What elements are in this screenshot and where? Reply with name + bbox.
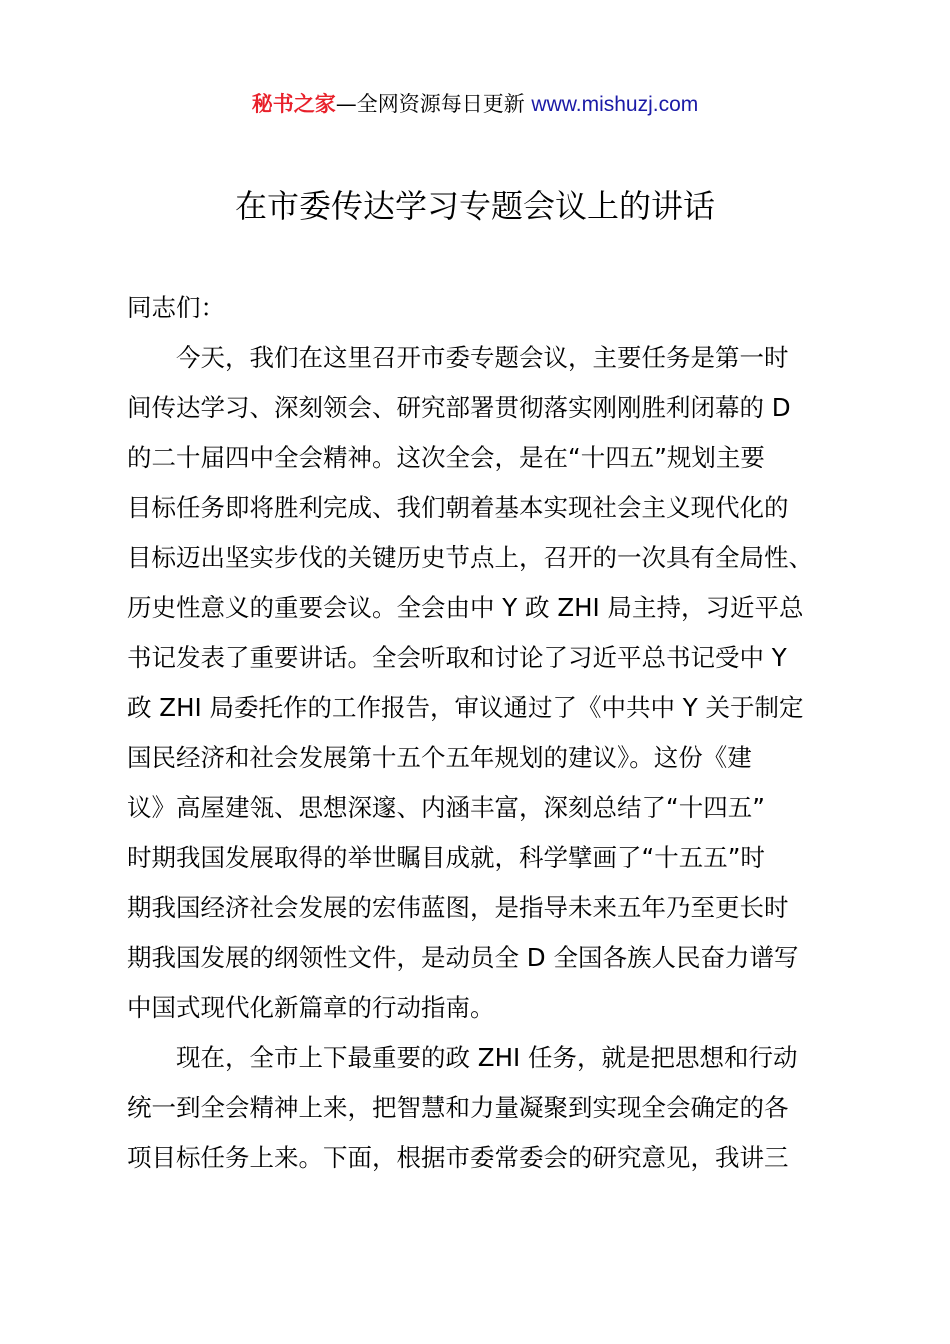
site-header — [0, 88, 950, 121]
paragraph-line: 时期我国发展取得的举世瞩目成就，科学擘画了“十五五”时 — [127, 843, 765, 872]
paragraph-line: 政 ZHI 局委托作的工作报告，审议通过了《中共中 Y 关于制定 — [127, 693, 804, 722]
paragraph-line: 书记发表了重要讲话。全会听取和讨论了习近平总书记受中 Y — [127, 643, 787, 672]
paragraph-line: 目标迈出坚实步伐的关键历史节点上，召开的一次具有全局性、 — [127, 543, 813, 572]
paragraph-line: 议》高屋建瓴、思想深邃、内涵丰富，深刻总结了“十四五” — [127, 793, 765, 822]
brand-name: 秘书之家 — [251, 92, 336, 116]
paragraph-line: 国民经济和社会发展第十五个五年规划的建议》。这份《建 — [127, 743, 752, 772]
paragraph-line: 今天，我们在这里召开市委专题会议，主要任务是第一时 — [176, 343, 789, 372]
paragraph-line: 期我国发展的纲领性文件，是动员全 D 全国各族人民奋力谱写 — [127, 943, 799, 972]
paragraph-line: 间传达学习、深刻领会、研究部署贯彻落实刚刚胜利闭幕的 D — [127, 393, 791, 422]
paragraph-line: 统一到全会精神上来，把智慧和力量凝聚到实现全会确定的各 — [127, 1093, 789, 1122]
paragraph-line: 期我国经济社会发展的宏伟蓝图，是指导未来五年乃至更长时 — [127, 893, 789, 922]
document-title: 在市委传达学习专题会议上的讲话 — [234, 187, 715, 225]
paragraph-line: 历史性意义的重要会议。全会由中 Y 政 ZHI 局主持，习近平总 — [127, 593, 804, 622]
paragraph-line: 的二十届四中全会精神。这次全会，是在“十四五”规划主要 — [127, 443, 765, 472]
salutation: 同志们： — [127, 293, 225, 322]
document-body — [127, 283, 832, 1183]
site-url-link[interactable]: www.mishuzj.com — [531, 93, 699, 116]
header-tagline: —全网资源每日更新 — [335, 92, 525, 116]
paragraph-line: 项目标任务上来。下面，根据市委常委会的研究意见，我讲三 — [127, 1143, 789, 1172]
paragraph-line: 目标任务即将胜利完成、我们朝着基本实现社会主义现代化的 — [127, 493, 789, 522]
paragraph-line: 中国式现代化新篇章的行动指南。 — [127, 993, 495, 1022]
paragraph-line: 现在，全市上下最重要的政 ZHI 任务，就是把思想和行动 — [176, 1043, 798, 1072]
